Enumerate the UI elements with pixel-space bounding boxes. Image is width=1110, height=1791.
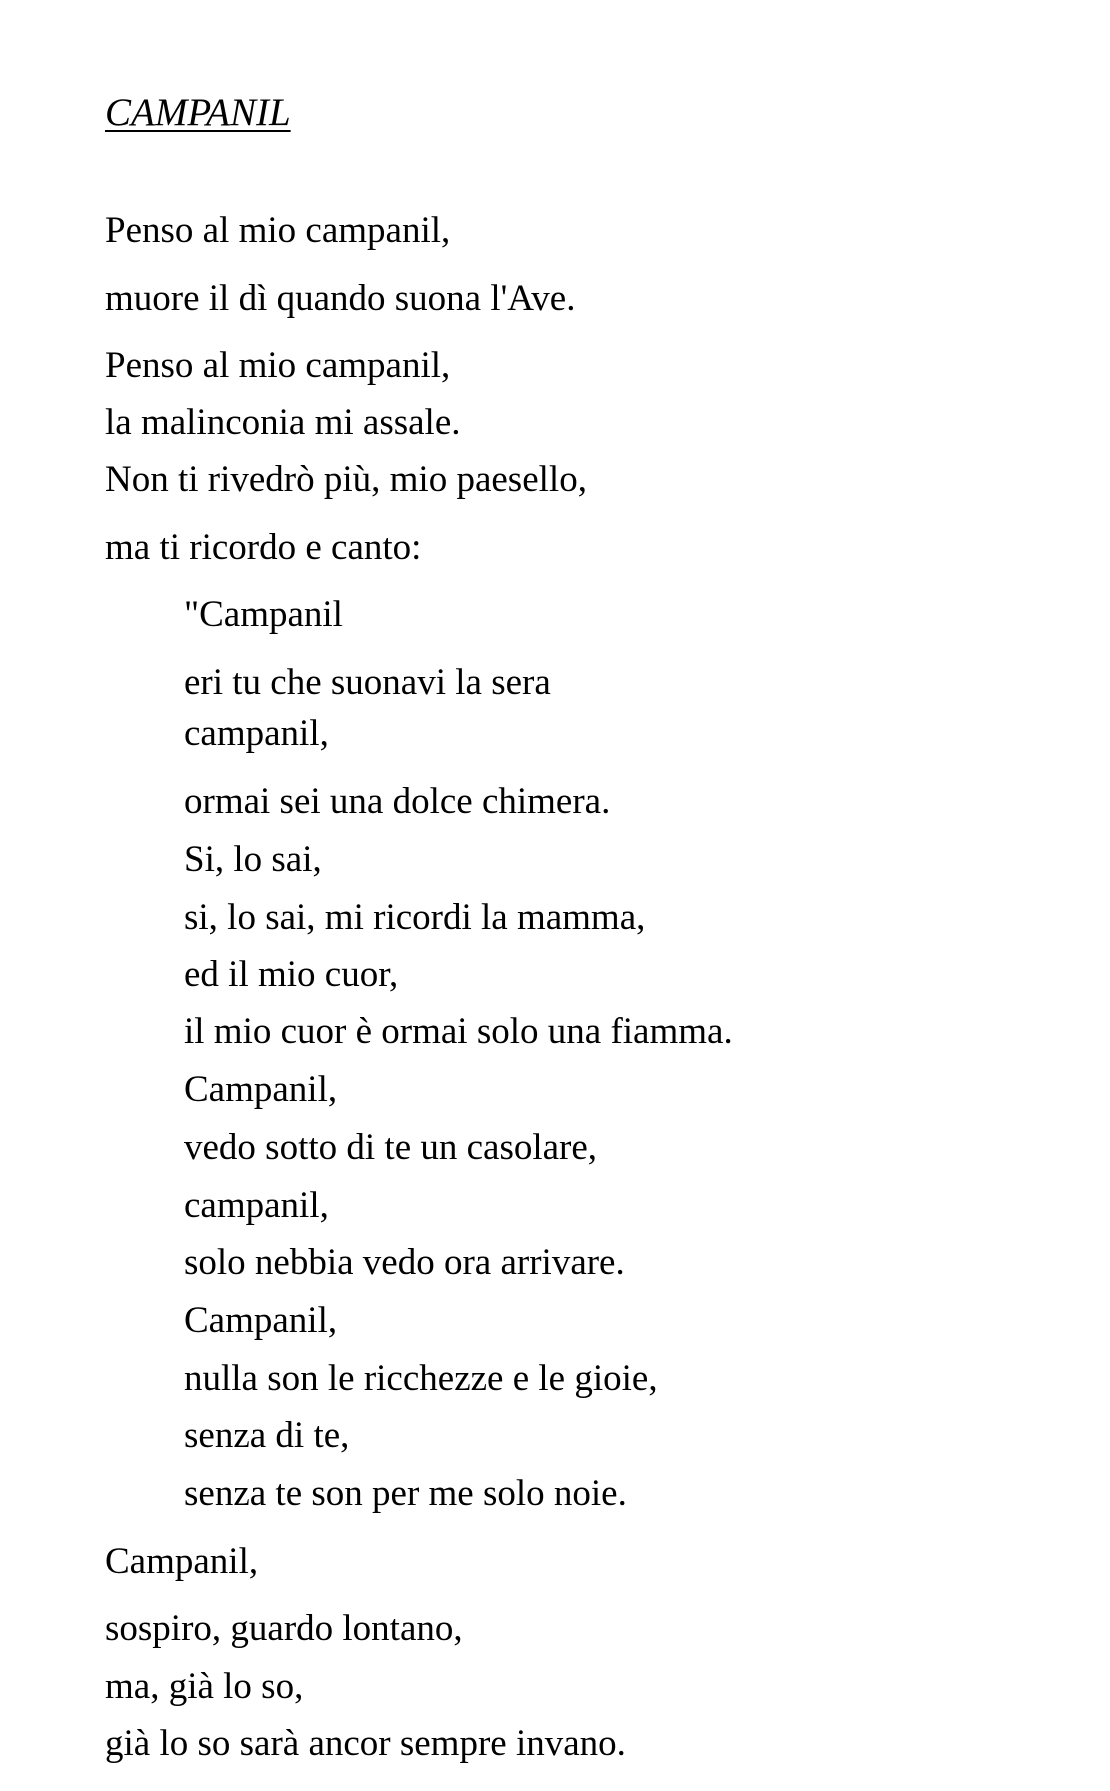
poem-line: Penso al mio campanil, [105,345,451,386]
poem-line: "Campanil [184,594,343,635]
poem-title: CAMPANIL [105,91,291,134]
poem-line: si, lo sai, mi ricordi la mamma, [184,897,646,938]
poem-line: ma ti ricordo e canto: [105,527,422,568]
poem-line: campanil, [184,713,329,754]
poem-line: Non ti rivedrò più, mio paesello, [105,459,587,500]
poem-line: sospiro, guardo lontano, [105,1608,463,1649]
poem-line: eri tu che suonavi la sera [184,662,551,703]
poem-line: Campanil, [184,1300,338,1341]
poem-line: ma, già lo so, [105,1666,304,1707]
poem-line: nulla son le ricchezze e le gioie, [184,1358,658,1399]
poem-line: ed il mio cuor, [184,954,399,995]
poem-line: Campanil, [105,1541,259,1582]
poem-line: senza te son per me solo noie. [184,1473,627,1514]
poem-line: ormai sei una dolce chimera. [184,781,611,822]
poem-line: senza di te, [184,1415,350,1456]
poem-line: vedo sotto di te un casolare, [184,1127,598,1168]
poem-line: Si, lo sai, [184,839,322,880]
poem-line: muore il dì quando suona l'Ave. [105,278,576,319]
poem-line: la malinconia mi assale. [105,402,461,443]
poem-line: già lo so sarà ancor sempre invano. [105,1723,626,1764]
poem-line: il mio cuor è ormai solo una fiamma. [184,1011,733,1052]
poem-line: Penso al mio campanil, [105,210,451,251]
poem-line: solo nebbia vedo ora arrivare. [184,1242,625,1283]
poem-line: campanil, [184,1185,329,1226]
poem-line: Campanil, [184,1069,338,1110]
